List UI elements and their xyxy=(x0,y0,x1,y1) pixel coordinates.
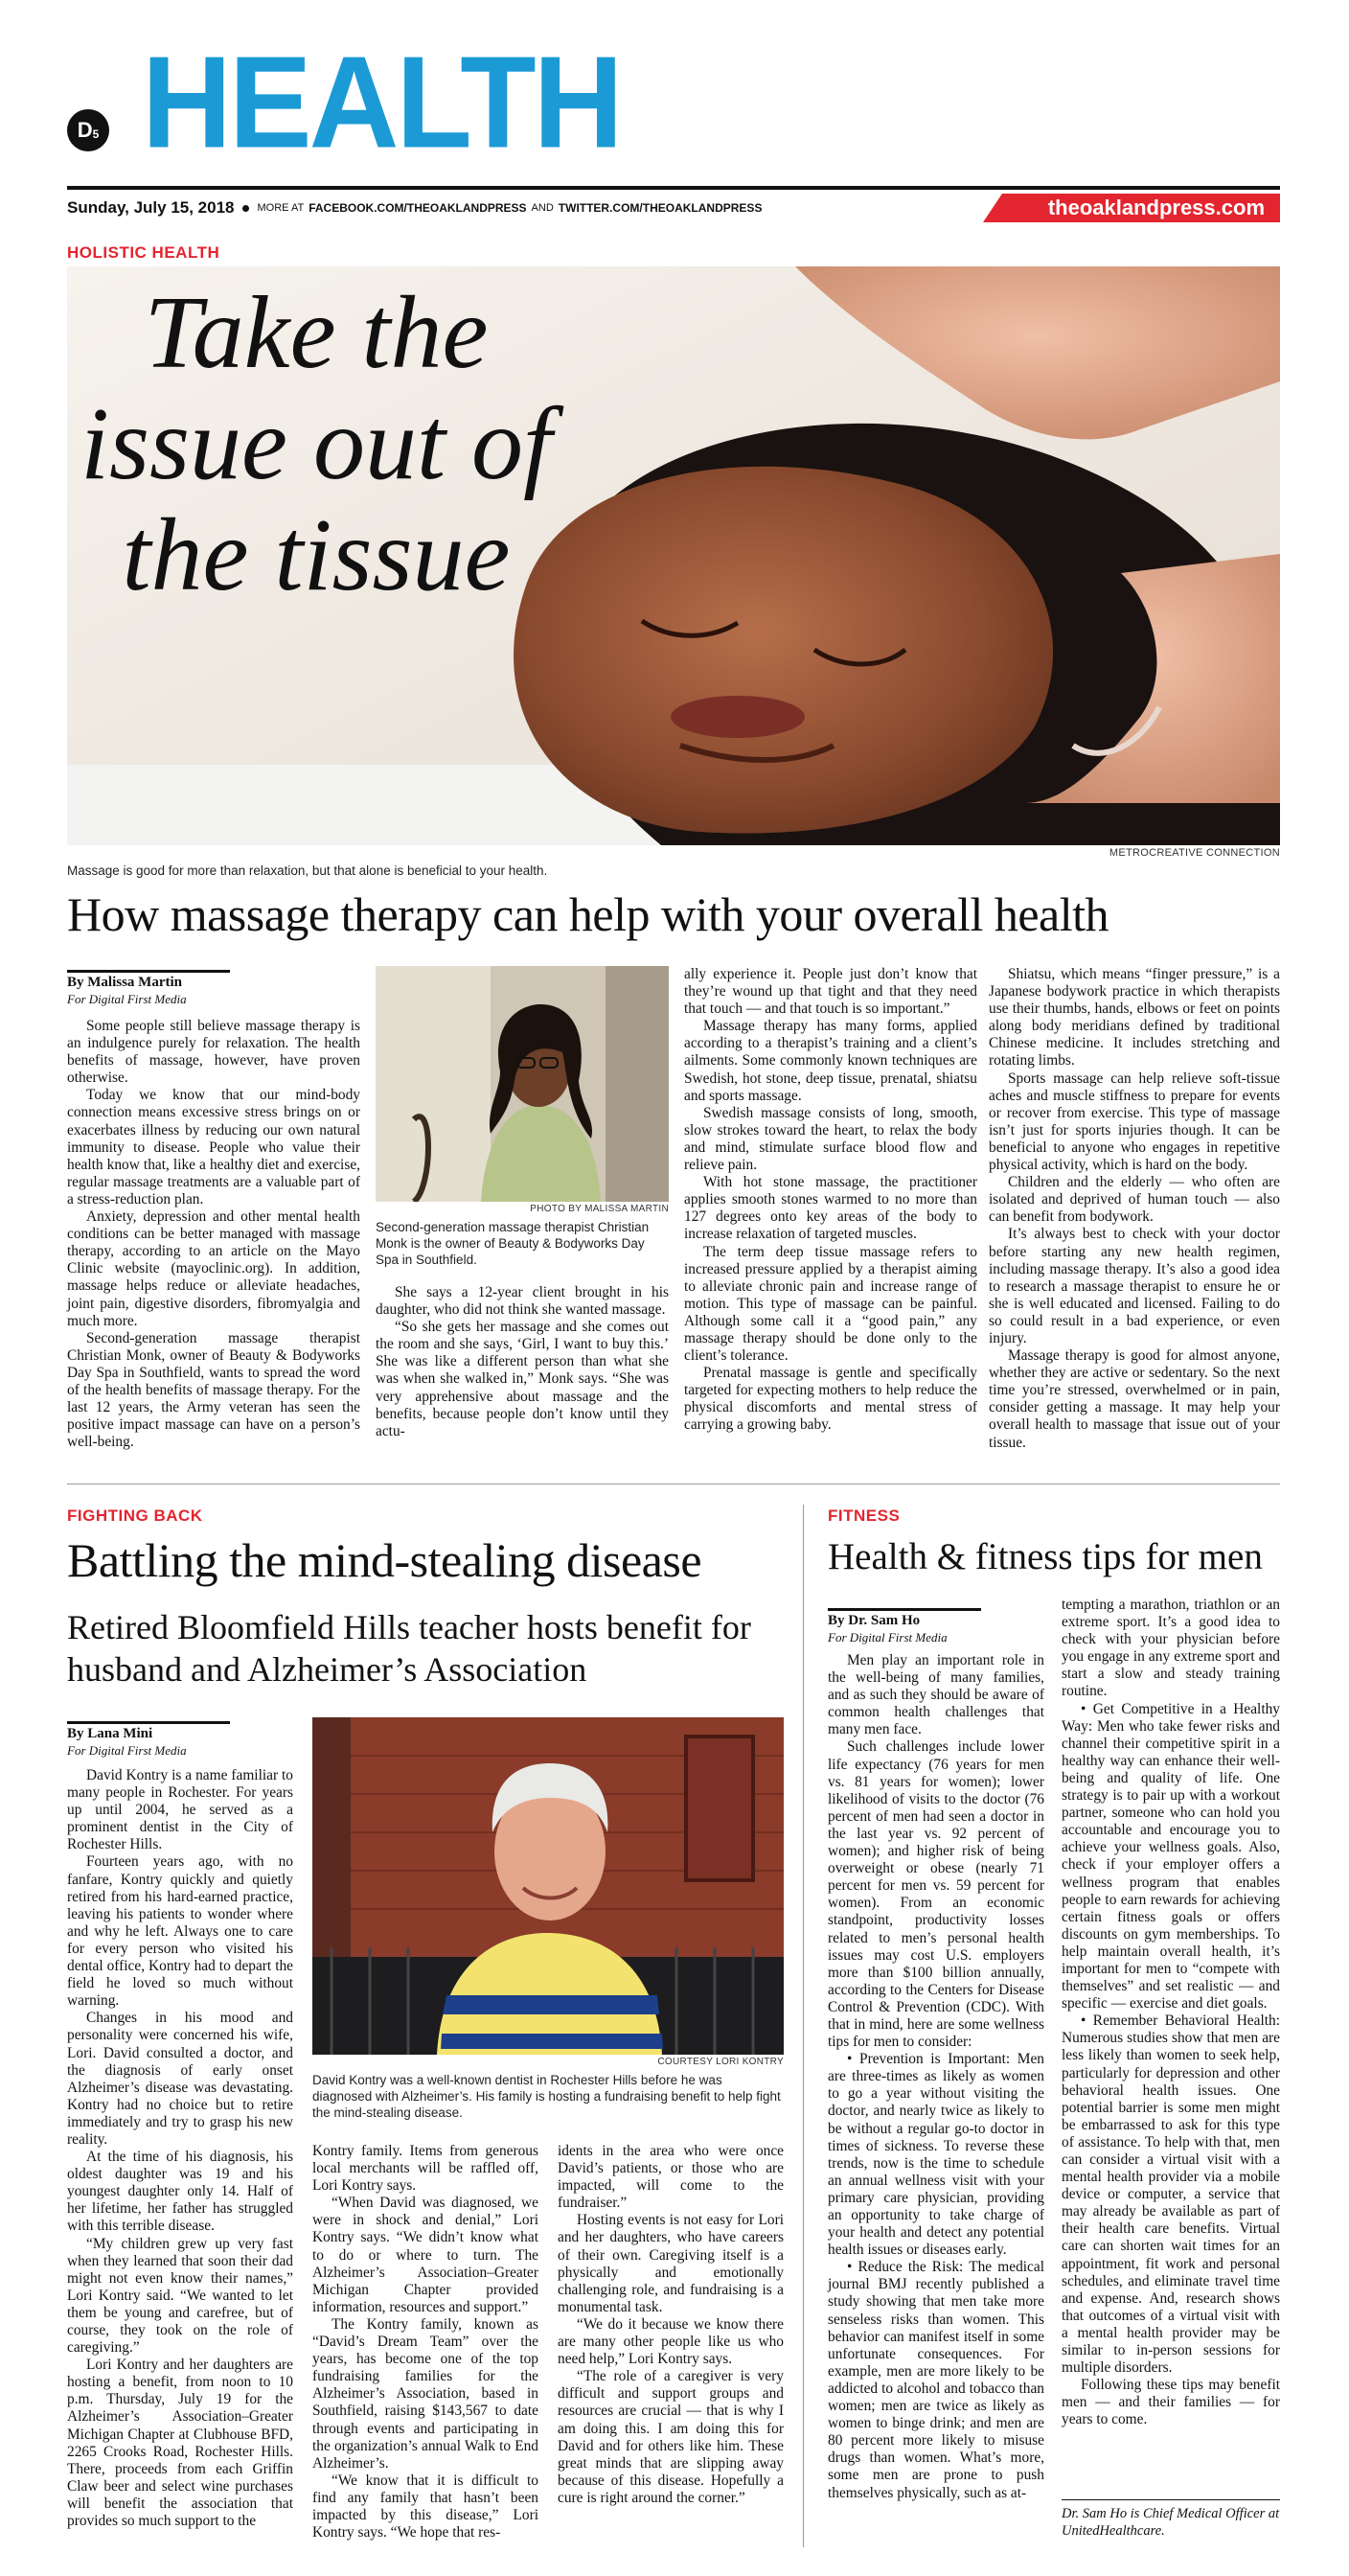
site-link[interactable]: theoaklandpress.com xyxy=(1002,194,1280,222)
paragraph: Following these tips may benefit men — and their families — for years to come. xyxy=(1062,2377,1280,2428)
paragraph: She says a 12-year client brought in his daughter, who did not think she wanted massage. xyxy=(376,1284,669,1319)
alz-subhead: Retired Bloomfield Hills teacher hosts benefit for husband and Alzheimer’s Association xyxy=(67,1608,751,1689)
paragraph: • Prevention is Important: Men are three-times as likely as women to go a year without visiting the doctor, and nearly twice as likely to be without a regular go-to doctor in times of sickness. To reverse these trends, now is the time to schedule an annual wellness visit with your primary care physician, providing an opportunity to take charge of your health and detect any potential health issues or diseases early. xyxy=(828,2051,1044,2259)
and-label: AND xyxy=(531,202,554,214)
monk-photo-illustration xyxy=(376,966,669,1202)
fitness-col-2 xyxy=(1062,1597,1280,2429)
fitness-col-1 xyxy=(828,1652,1044,2502)
fitness-headline: Health & fitness tips for men xyxy=(828,1536,1263,1577)
lead-kicker: HOLISTIC HEALTH xyxy=(67,243,220,262)
lead-col-3 xyxy=(684,966,977,1435)
paragraph: ally experience it. People just don’t know that they’re wound up that tight and that they need that touch — and that touch is so important.” xyxy=(684,966,977,1018)
alz-headline: Battling the mind-stealing disease xyxy=(67,1533,702,1587)
paragraph: “My children grew up very fast when they learned that soon their dad might not even know their names,” Lori Kontry said. “We wanted to let them be young and carefree, but of course, they took on the role of caregiving.” xyxy=(67,2235,293,2357)
header-infobar xyxy=(67,194,1280,222)
lead-headline: How massage therapy can help with your overall health xyxy=(67,887,1109,941)
fitness-kicker: FITNESS xyxy=(828,1506,901,1525)
paragraph: The Kontry family, known as “David’s Dream Team” over the years, has become one of the top fundraising families for the Alzheimer’s Association, based in Southfield, raising $143,567 to date through events and participating in the organization’s annual Walk to End Alzheimer’s. xyxy=(312,2315,538,2472)
alz-col-3 xyxy=(558,2143,784,2507)
header-rule xyxy=(67,186,1280,190)
paragraph: Anxiety, depression and other mental health conditions can be better managed with massage therapy, according to an article on the Mayo Clinic website (mayoclinic.org). In addition, massage helps reduce or alleviate headaches, joint pain, digestive disorders, fibromyalgia and much more. xyxy=(67,1208,360,1329)
monk-photo-caption: Second-generation massage therapist Christian Monk is the owner of Beauty & Bodyworks Day Spa in Southfield. xyxy=(376,1220,650,1267)
fitness-byline-sub: For Digital First Media xyxy=(828,1630,948,1644)
hero-photo-credit: METROCREATIVE CONNECTION xyxy=(1109,847,1280,859)
paragraph: Hosting events is not easy for Lori and her daughters, who have careers of their own. Caregiving itself is a physically and emotionally challenging role, and fundraising is a monumental task. xyxy=(558,2212,784,2315)
paragraph: • Get Competitive in a Healthy Way: Men who take fewer risks and channel their competitive spirit in a healthy way can enhance their well-being and quality of life. One strategy is to pair up with a workout partner, someone who can hold you accountable and encourage you to achieve your wellness goals. Also, check if your employer offers a wellness program that enables people to earn rewards for achieving certain fitness goals or offers discounts on gym memberships. To help maintain overall health, it’s important for men to “compete with themselves” and set realistic — and specific — exercise and diet goals. xyxy=(1062,1700,1280,2012)
kontry-photo-credit: COURTESY LORI KONTRY xyxy=(657,2057,784,2067)
paragraph: “We know that it is difficult to find any family that hasn’t been impacted by this disease,” Lori Kontry says. “We hope that res- xyxy=(312,2472,538,2542)
lead-col-1 xyxy=(67,1018,360,1451)
paragraph: It’s always best to check with your doctor before starting any new health regimen, including massage therapy. It’s also a good idea to research a massage therapist to ensure he or she is well educated and licensed. Failing to do so could result in a bad experience, or even injury. xyxy=(989,1226,1280,1346)
paragraph: Second-generation massage therapist Christian Monk, owner of Beauty & Bodyworks Day Spa in Southfield, wants to spread the word of the health benefits of massage therapy. For the last 12 years, the Army veteran has seen the positive impact massage can have on a person’s well-being. xyxy=(67,1329,360,1451)
paragraph: The term deep tissue massage refers to increased pressure applied by a therapist aiming to alleviate chronic pain and increase range of motion. This type of massage can be painful. Although some call it a “good pain,” any massage therapy should be done only to the client’s tolerance. xyxy=(684,1243,977,1365)
alz-col-1 xyxy=(67,1767,293,2530)
facebook-link[interactable]: FACEBOOK.COM/THEOAKLANDPRESS xyxy=(309,201,527,215)
page-badge: D 5 xyxy=(67,109,109,151)
alz-kicker: FIGHTING BACK xyxy=(67,1506,203,1525)
paragraph: Such challenges include lower life expectancy (76 years for men vs. 81 years for women); lower likelihood of visits to the doctor (76 percent of men had seen a doctor in the last year vs. 92 percent of women); and higher risk of being overweight or obese (nearly 71 percent for men vs. 59 percent for women). From an economic standpoint, productivity losses related to men’s personal health issues may cost U.S. employers more than $100 billion annually, according to the Centers for Disease Control & Prevention (CDC). With that in mind, here are some wellness tips for men to consider: xyxy=(828,1738,1044,2051)
paragraph: Lori Kontry and her daughters are hosting a benefit, from noon to 10 p.m. Thursday, July 19 for the Alzheimer’s Association–Greater Michigan Chapter at Clubhouse BFD, 2265 Crooks Road, Rochester Hills. There, proceeds from each Griffin Claw beer and select wine purchases will benefit the association that provides so much support to the xyxy=(67,2357,293,2530)
paragraph: Shiatsu, which means “finger pressure,” is a Japanese bodywork practice in which therapists use their thumbs, hands, elbows or feet on points along body meridians defined by traditional Chinese medicine. It includes stretching and rotating limbs. xyxy=(989,966,1280,1070)
author-tagline: Dr. Sam Ho is Chief Medical Officer at UnitedHealthcare. xyxy=(1062,2506,1280,2539)
paragraph: • Remember Behavioral Health: Numerous studies show that men are less likely than women to seek help, particularly for depression and other behavioral health issues. One potential barrier is some men might be embarrassed to ask for this type of assistance. To help with that, men can consider a virtual visit with a mental health provider via a mobile device or computer, a service that may already be available as part of their health care benefits. Virtual care can shorten wait times for an appointment, fit work and personal schedules, and eliminate travel time and expense. And, research shows that outcomes of a virtual visit with a mental health provider may be similar to in-person sessions for multiple disorders. xyxy=(1062,2012,1280,2377)
fitness-byline-block xyxy=(828,1608,981,1645)
paragraph: “The role of a caregiver is very difficult and support groups and resources are crucial — that is why I am doing this. I am doing this for David and for others like him. These great minds that are slipping away because of this disease. Hopefully a cure is right around the corner.” xyxy=(558,2368,784,2506)
paragraph: Massage therapy has many forms, applied according to a therapist’s training and a client’s ailments. Some commonly known techniques are Swedish, hot stone, deep tissue, prenatal, shiatsu and sports massage. xyxy=(684,1018,977,1104)
paragraph: Men play an important role in the well-being of many families, and as such they should be aware of common health challenges that many men face. xyxy=(828,1652,1044,1738)
paragraph: idents in the area who were once David’s patients, or those who are impacted, will come to the fundraiser.” xyxy=(558,2143,784,2212)
monk-photo xyxy=(376,966,669,1202)
lead-byline: By Malissa Martin xyxy=(67,970,230,991)
section-title: HEALTH xyxy=(142,28,621,175)
paragraph: Swedish massage consists of long, smooth, slow strokes toward the heart, to relax the body and mind, stimulate surface blood flow and relieve pain. xyxy=(684,1104,977,1174)
issue-date: Sunday, July 15, 2018 xyxy=(67,198,235,217)
alz-byline-block xyxy=(67,1721,230,1759)
paragraph: Kontry family. Items from generous local merchants will be raffled off, Lori Kontry says. xyxy=(312,2143,538,2195)
paragraph: Children and the elderly — who often are isolated and deprived of human touch — also can benefit from bodywork. xyxy=(989,1174,1280,1226)
paragraph: At the time of his diagnosis, his oldest daughter was 19 and his youngest daughter only 14. Half of her lifetime, her father has struggled with this terrible disease. xyxy=(67,2149,293,2235)
paragraph: Today we know that our mind-body connection means excessive stress brings on or exacerbates illness by reducing our own natural immunity to disease. People who value their health know that, like a healthy diet and exercise, regular massage treatments are a valuable part of a stress-reduction plan. xyxy=(67,1087,360,1208)
fitness-byline: By Dr. Sam Ho xyxy=(828,1608,981,1629)
alz-col-2 xyxy=(312,2143,538,2542)
paragraph: “We do it because we know there are many other people like us who need help,” Lori Kontry says. xyxy=(558,2315,784,2368)
alz-byline-sub: For Digital First Media xyxy=(67,1743,187,1758)
kontry-photo-caption: David Kontry was a well-known dentist in Rochester Hills before he was diagnosed with Alzheimer’s. His family is hosting a fundraising benefit to help fight the mind-stealing disease. xyxy=(312,2073,781,2120)
paragraph: Prenatal massage is gentle and specifically targeted for expecting mothers to help reduce the physical discomforts and mental stress of carrying a growing baby. xyxy=(684,1365,977,1434)
lead-byline-block xyxy=(67,970,230,1007)
tagline-rule xyxy=(1062,2499,1280,2500)
paragraph: Changes in his mood and personality were concerned his wife, Lori. David consulted a doctor, and the diagnosis of early onset Alzheimer’s disease was devastating. Kontry had no choice but to retire immediately and try to grasp his new reality. xyxy=(67,2010,293,2148)
paragraph: • Reduce the Risk: The medical journal BMJ recently published a study showing that men take more senseless risks than women. This behavior can manifest itself in some unfortunate consequences. For example, men are more likely to be addicted to alcohol and tobacco than women; men are twice as likely as women to binge drink; and men are 80 percent more likely to misuse drugs than women. What’s more, some men are prone to push themselves physically, such as at- xyxy=(828,2259,1044,2501)
lead-byline-sub: For Digital First Media xyxy=(67,992,187,1006)
paragraph: tempting a marathon, triathlon or an extreme sport. It’s a good idea to check with your physician before you engage in any extreme sport and start a slow and steady training routine. xyxy=(1062,1597,1280,1700)
paragraph: Fourteen years ago, with no fanfare, Kontry quickly and quietly retired from his hard-earned practice, leaving his patients to wonder where and why he left. Always one to care for every person who visited his dental office, Kontry had to depart the field he loved so much without warning. xyxy=(67,1853,293,2010)
monk-photo-credit: PHOTO BY MALISSA MARTIN xyxy=(530,1204,669,1214)
lead-col-2 xyxy=(376,1284,669,1440)
hero-caption: Massage is good for more than relaxation, but that alone is beneficial to your health. xyxy=(67,863,548,878)
bullet-icon xyxy=(242,205,249,212)
paragraph: “So she gets her massage and she comes out the room and she says, ‘Girl, I want to buy this.’ She was like a different person than what she was when she walked in,” Monk says. “She was very apprehensive about massage and the benefits, because people don’t know until they actu- xyxy=(376,1319,669,1439)
paragraph: Massage therapy is good for almost anyone, whether they are active or sedentary. So the next time you’re stressed, overwhelmed or in pain, consider getting a massage. It may help your overall health to massage that issue out of your tissue. xyxy=(989,1347,1280,1451)
more-at-label: MORE AT xyxy=(257,202,305,214)
paragraph: “When David was diagnosed, we were in shock and denial,” Lori Kontry says. “We didn’t know what to do or where to turn. The Alzheimer’s Association–Greater Michigan Chapter provided information, resources and support.” xyxy=(312,2195,538,2315)
paragraph: Sports massage can help relieve soft-tissue aches and muscle stiffness to prepare for events or recover from exercise. This type of massage isn’t just for sports injuries though. It can be beneficial to anyone who engages in repetitive physical activity, which is hard on the body. xyxy=(989,1070,1280,1174)
twitter-link[interactable]: TWITTER.COM/THEOAKLANDPRESS xyxy=(558,201,763,215)
hero-title: Take the issue out of the tissue xyxy=(80,276,552,612)
paragraph: Some people still believe massage therapy is an indulgence purely for relaxation. The health benefits of massage, however, have proven otherwise. xyxy=(67,1018,360,1087)
paragraph: With hot stone massage, the practitioner applies smooth stones warmed to no more than 127 degrees onto key areas of the body to increase relaxation of targeted muscles. xyxy=(684,1174,977,1243)
alz-byline: By Lana Mini xyxy=(67,1721,230,1742)
kontry-photo-illustration xyxy=(312,1717,784,2055)
lead-col-4 xyxy=(989,966,1280,1452)
column-divider xyxy=(803,1505,804,2547)
paragraph: David Kontry is a name familiar to many people in Rochester. For years up until 2004, he served as a prominent dentist in the City of Rochester Hills. xyxy=(67,1767,293,1853)
kontry-photo xyxy=(312,1717,784,2055)
